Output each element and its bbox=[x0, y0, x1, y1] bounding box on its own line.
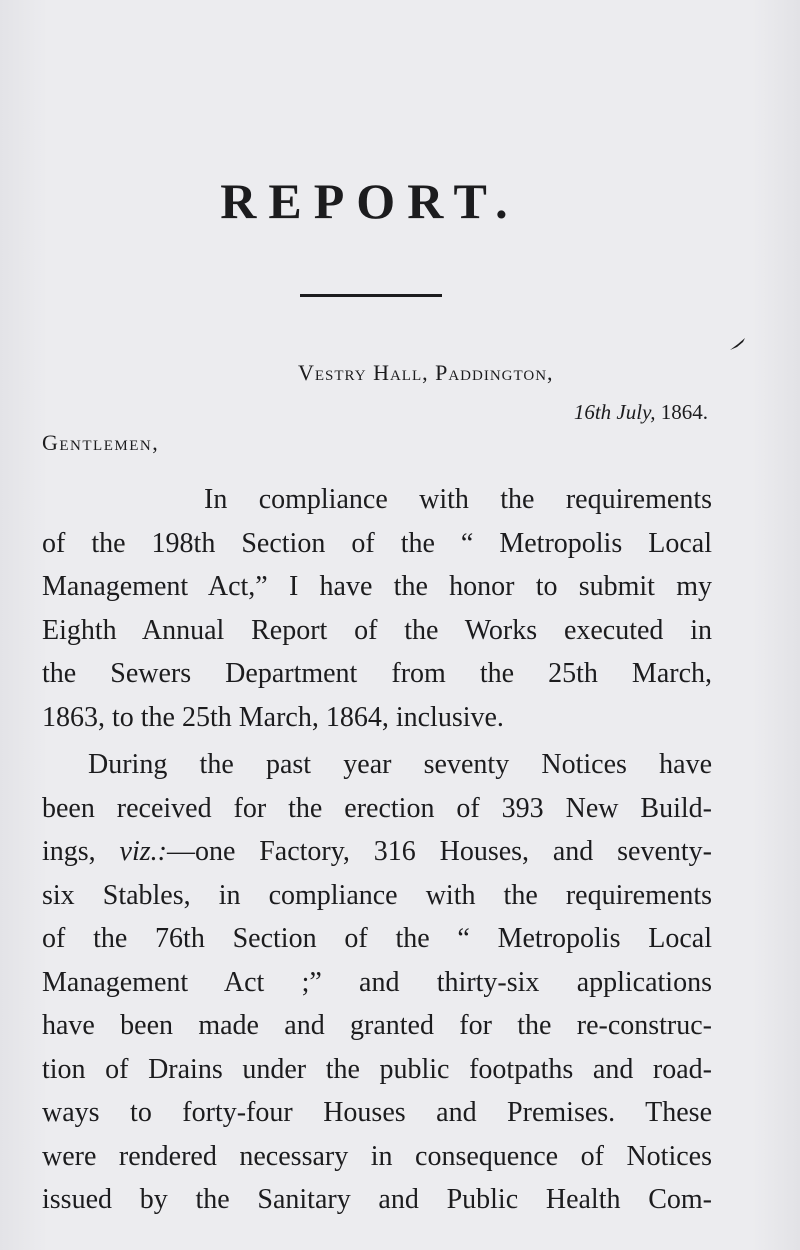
text-line: ings, viz.:—one Factory, 316 Houses, and seventy- bbox=[42, 836, 712, 867]
ink-mark bbox=[728, 336, 748, 352]
text-line: Management Act ;” and thirty-six applications bbox=[42, 966, 712, 998]
text-line: issued by the Sanitary and Public Health Com- bbox=[42, 1184, 712, 1215]
text-line: of the 76th Section of the “ Metropolis Local bbox=[42, 923, 712, 954]
paragraph-2 bbox=[42, 743, 712, 1222]
report-title: REPORT. bbox=[220, 173, 520, 229]
letter-place: Vestry Hall, Paddington, bbox=[298, 360, 554, 385]
letter-date-day: 16th July, bbox=[573, 400, 656, 424]
letter-date-year: 1864. bbox=[660, 400, 708, 424]
text-line: During the past year seventy Notices have bbox=[88, 749, 712, 780]
text-line: of the 198th Section of the “ Metropolis Local bbox=[42, 527, 712, 559]
text-line: Eighth Annual Report of the Works executed in bbox=[42, 614, 712, 646]
text-line: have been made and granted for the re-construc- bbox=[42, 1010, 712, 1041]
text-line: Management Act,” I have the honor to submit my bbox=[42, 571, 712, 602]
text-line: 1863, to the 25th March, 1864, inclusive. bbox=[42, 701, 504, 733]
text-line: the Sewers Department from the 25th March, bbox=[42, 658, 712, 689]
text-line: ways to forty-four Houses and Premises. These bbox=[42, 1097, 712, 1128]
salutation: Gentlemen, bbox=[42, 430, 160, 455]
letter-date bbox=[574, 400, 708, 425]
text-line: tion of Drains under the public footpaths and road- bbox=[42, 1053, 712, 1085]
paragraph-1 bbox=[42, 478, 712, 739]
text-line: In compliance with the requirements bbox=[204, 484, 712, 515]
text-line: were rendered necessary in consequence of Notices bbox=[42, 1140, 712, 1172]
text-line: been received for the erection of 393 New Build- bbox=[42, 792, 712, 824]
text-line: six Stables, in compliance with the requirements bbox=[42, 879, 712, 911]
title-rule bbox=[300, 294, 442, 297]
emphasis: viz.: bbox=[119, 836, 167, 867]
